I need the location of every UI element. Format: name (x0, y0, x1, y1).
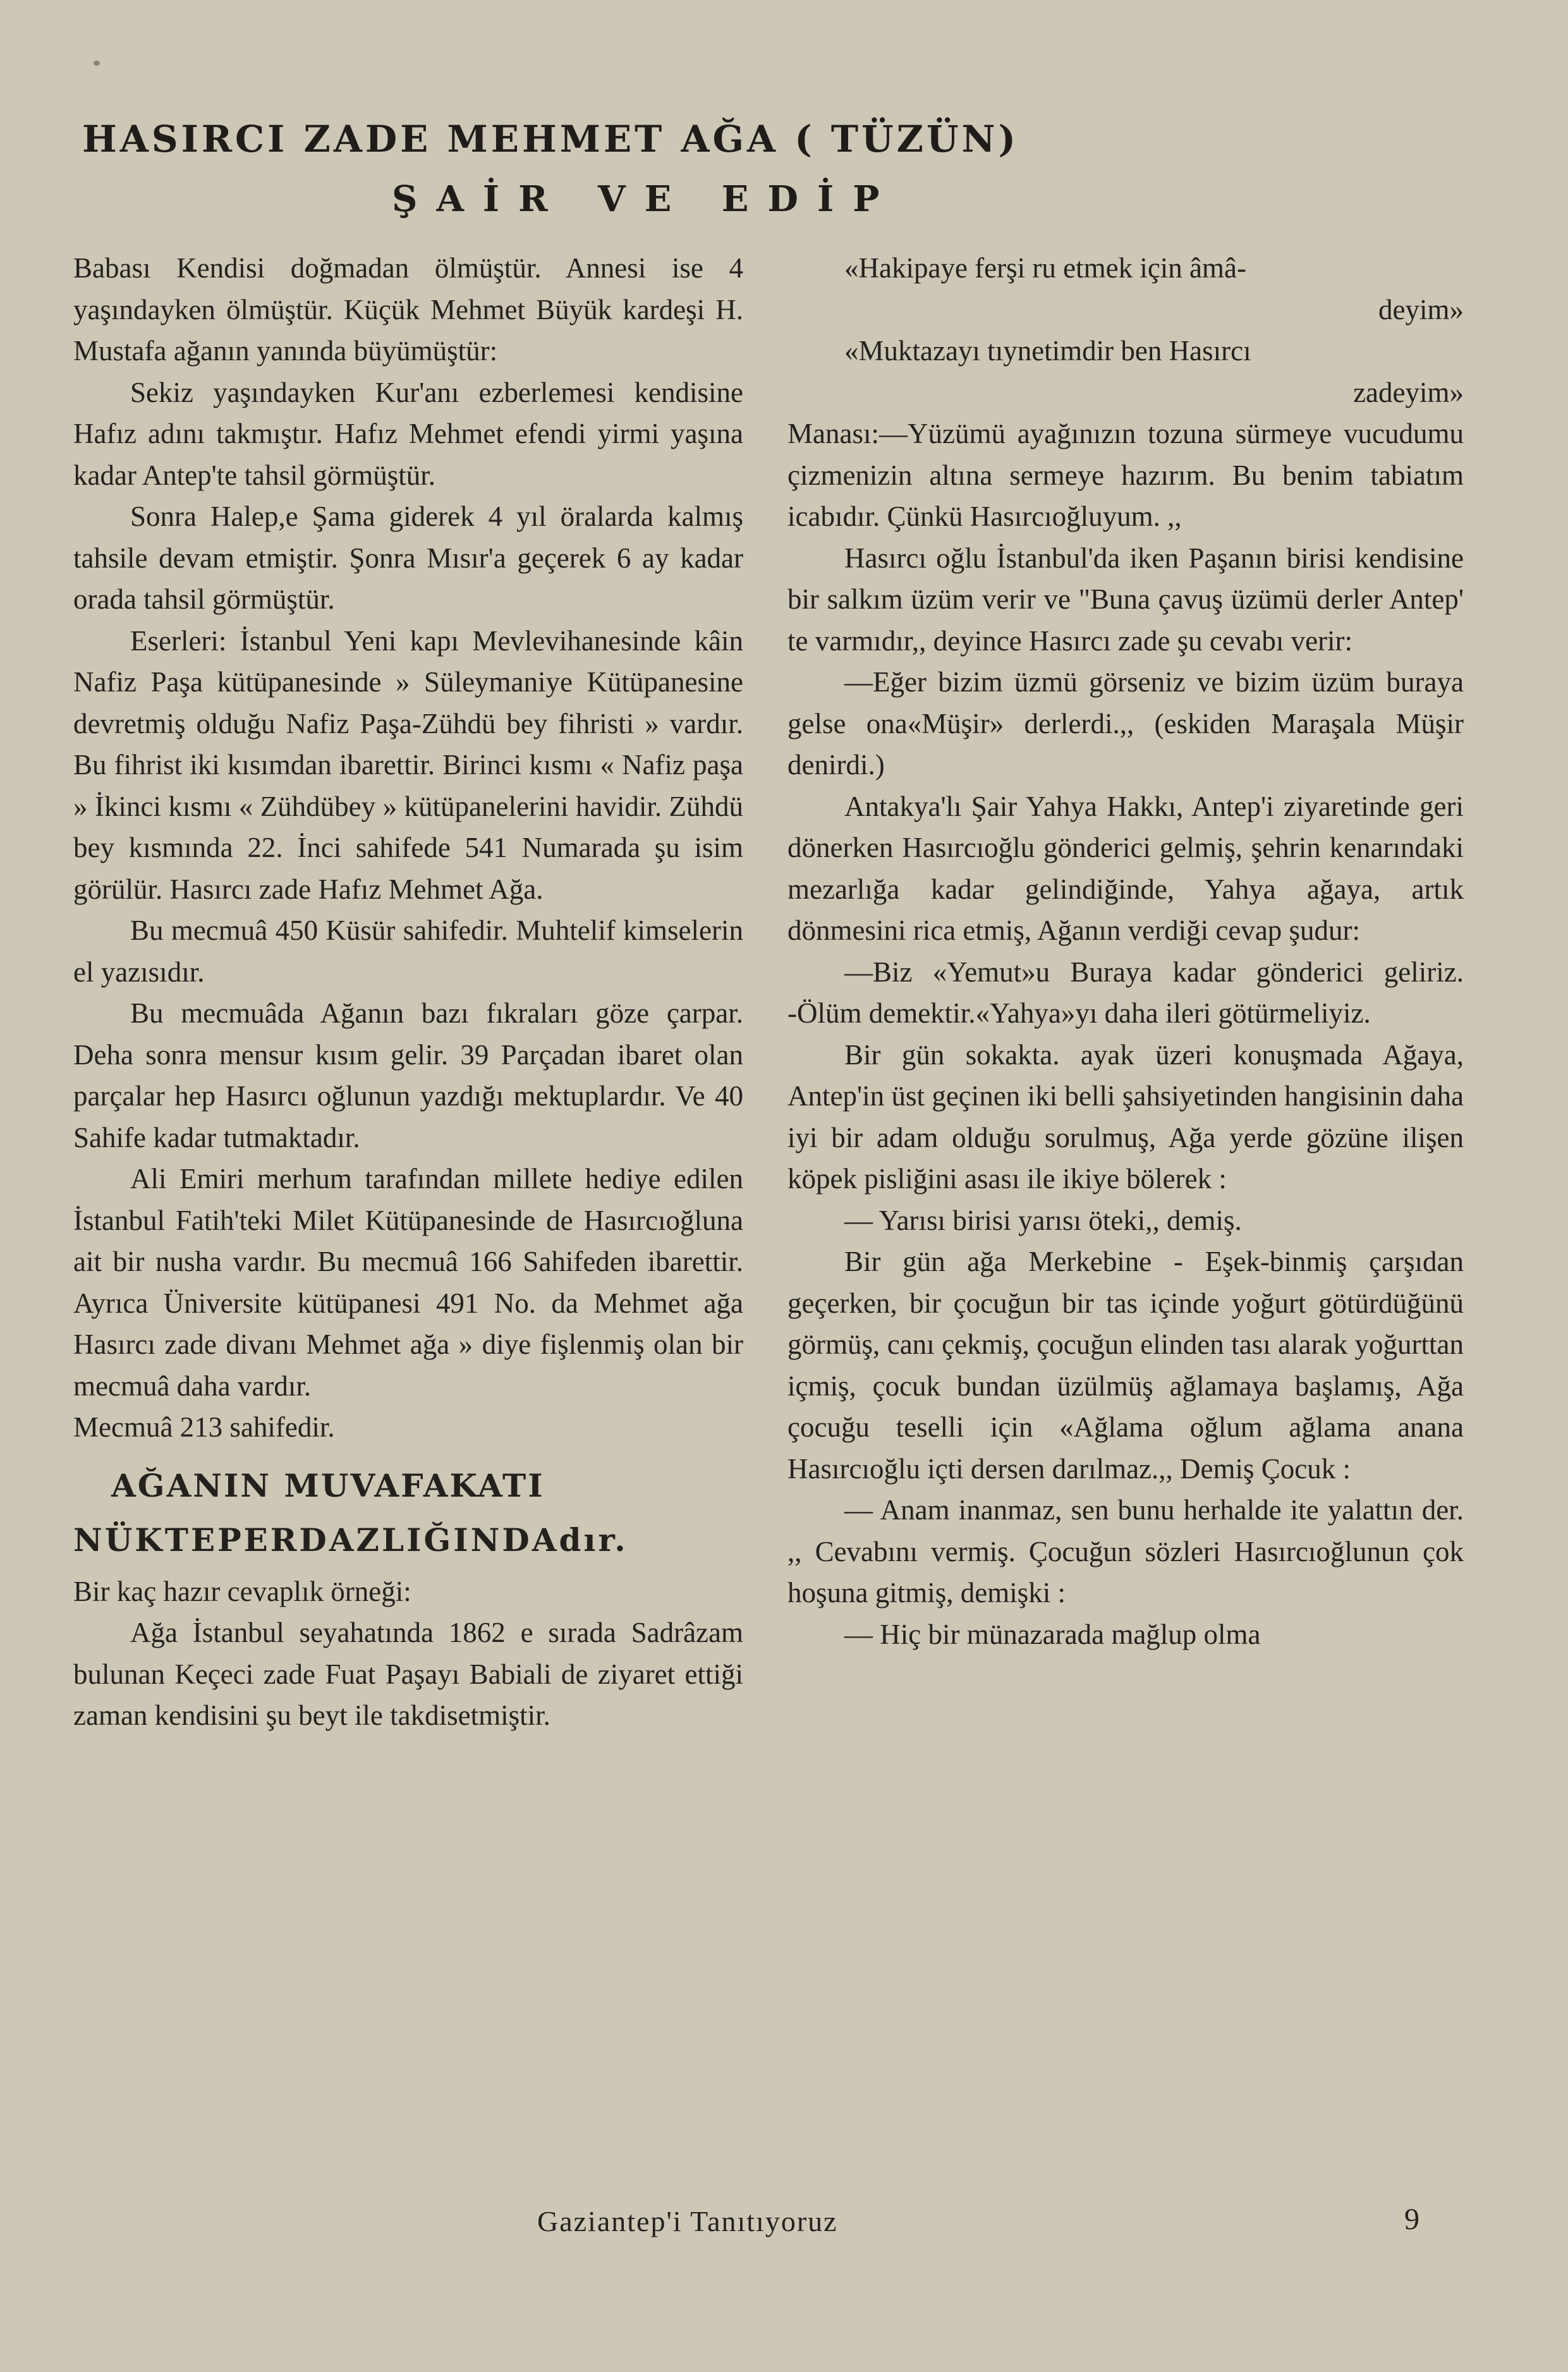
paragraph: Ali Emiri merhum tarafından millete hediye edilen İstanbul Fatih'teki Milet Kütüpanesinde de Hasırcıoğluna ait bir nusha vardır. Bu mecmuâ 166 Sahifeden ibarettir. Ayrıca Üniversite kütüpanesi 491 No. da Mehmet ağa Hasırcı zade divanı Mehmet ağa » diye fişlenmiş olan bir mecmuâ daha vardır. (73, 1163, 743, 1402)
left-column (73, 248, 743, 1737)
paper-speck (94, 61, 100, 66)
paragraph: — Yarısı birisi yarısı öteki,, demiş. (844, 1204, 1242, 1236)
paragraph: —Eğer bizim üzmü görseniz ve bizim üzüm buraya gelse ona«Müşir» derlerdi.,, (eskiden Maraşala Müşir denirdi.) (787, 666, 1464, 781)
section-heading-line-2: NÜKTEPERDAZLIĞINDAdır. (73, 1521, 628, 1559)
verse-line: «Hakipaye ferşi ru etmek için âmâ- (844, 252, 1246, 284)
paragraph: Bir kaç hazır cevaplık örneği: (73, 1575, 411, 1607)
paragraph: Bu mecmuâda Ağanın bazı fıkraları göze çarpar. Deha sonra mensur kısım gelir. 39 Parçadan ibaret olan parçalar hep Hasırcı oğlunun yazdığı mektuplardır. Ve 40 Sahife kadar tutmaktadır. (73, 997, 743, 1153)
paragraph: —Biz «Yemut»u Buraya kadar gönderici geliriz. -Ölüm demektir.«Yahya»yı daha ileri götürmeliyiz. (787, 956, 1464, 1029)
right-column (787, 248, 1464, 1655)
section-heading (73, 1459, 743, 1567)
paragraph: Ağa İstanbul seyahatında 1862 e sırada Sadrâzam bulunan Keçeci zade Fuat Paşayı Babiali de ziyaret ettiği zaman kendisini şu beyt ile takdisetmiştir. (73, 1617, 743, 1731)
paragraph: Sonra Halep,e Şama giderek 4 yıl öralarda kalmış tahsile devam etmiştir. Şonra Mısır'a geçerek 6 ay kadar orada tahsil görmüştür. (73, 501, 743, 615)
article-title: HASIRCI ZADE MEHMET AĞA ( TÜZÜN) (82, 118, 1019, 161)
page-number: 9 (1404, 2203, 1419, 2236)
article-subtitle: ŞAİR VE EDİP (392, 178, 899, 220)
verse-line: zadeyim» (1353, 376, 1464, 408)
publication-footer: Gaziantep'i Tanıtıyoruz (537, 2205, 838, 2237)
paragraph: Hasırcı oğlu İstanbul'da iken Paşanın birisi kendisine bir salkım üzüm verir ve "Buna çavuş üzümü derler Antep' te varmıdır,, deyince Hasırcı zade şu cevabı verir: (787, 542, 1464, 657)
paragraph: Mecmuâ 213 sahifedir. (73, 1411, 335, 1443)
paragraph: Manası:—Yüzümü ayağınızın tozuna sürmeye vucudumu çizmenizin altına sermeye hazırım. Bu benim tabiatım icabıdır. Çünkü Hasırcıoğluyum. ,, (787, 418, 1464, 532)
paragraph: Babası Kendisi doğmadan ölmüştür. Annesi ise 4 yaşındayken ölmüştür. Küçük Mehmet Büyük kardeşi H. Mustafa ağanın yanında büyümüştür: (73, 252, 743, 367)
paragraph: Eserleri: İstanbul Yeni kapı Mevlevihanesinde kâin Nafiz Paşa kütüpanesinde » Süleymaniye Kütüpanesine devretmiş olduğu Nafiz Paşa-Zühdü bey fihristi » vardır. Bu fihrist iki kısımdan ibarettir. Birinci kısmı « Nafiz paşa » İkinci kısmı « Zühdübey » kütüpanelerini havidir. Zühdü bey kısmında 22. İnci sahifede 541 Numarada şu isim görülür. Hasırcı zade Hafız Mehmet Ağa. (73, 624, 743, 905)
paragraph: — Hiç bir münazarada mağlup olma (844, 1618, 1261, 1650)
paragraph: — Anam inanmaz, sen bunu herhalde ite yalattın der. ,, Cevabını vermiş. Çocuğun sözleri Hasırcıoğlunun çok hoşuna gitmiş, demişki : (787, 1494, 1464, 1609)
verse-line: «Muktazayı tıynetimdir ben Hasırcı (844, 335, 1251, 367)
paragraph: Bir gün ağa Merkebine - Eşek-binmiş çarşıdan geçerken, bir çocuğun bir tas içinde yoğurt götürdüğünü görmüş, canı çekmiş, çocuğun elinden tası alarak yoğurttan içmiş, çocuk bundan üzülmüş ağlamaya başlamış, Ağa çocuğu teselli için «Ağlama oğlum ağlama anana Hasırcıoğlu içti dersen darılmaz.,, Demiş Çocuk : (787, 1246, 1464, 1485)
verse-line: deyim» (1378, 293, 1464, 325)
section-heading-line-1: AĞANIN MUVAFAKATI (111, 1466, 545, 1504)
paragraph: Sekiz yaşındayken Kur'anı ezberlemesi kendisine Hafız adını takmıştır. Hafız Mehmet efendi yirmi yaşına kadar Antep'te tahsil görmüştür. (73, 376, 743, 491)
paragraph: Bir gün sokakta. ayak üzeri konuşmada Ağaya, Antep'in üst geçinen iki belli şahsiyetinden hangisinin daha iyi bir adam olduğu sorulmuş, Ağa yerde gözüne ilişen köpek pisliğini asası ile ikiye bölerek : (787, 1038, 1464, 1195)
paragraph: Bu mecmuâ 450 Küsür sahifedir. Muhtelif kimselerin el yazısıdır. (73, 915, 743, 988)
paragraph: Antakya'lı Şair Yahya Hakkı, Antep'i ziyaretinde geri dönerken Hasırcıoğlu gönderici gelmiş, şehrin kenarındaki mezarlığa kadar gelindiğinde, Yahya ağaya, artık dönmesini rica etmiş, Ağanın verdiği cevap şudur: (787, 790, 1464, 946)
